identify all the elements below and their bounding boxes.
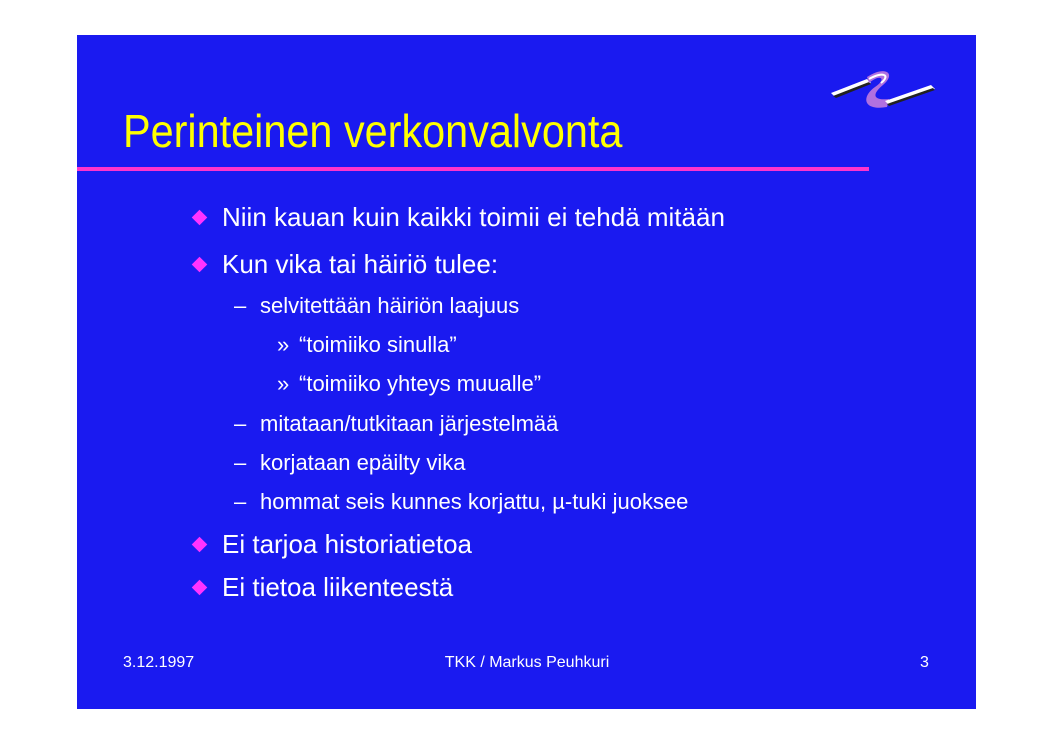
page-number: 3 — [920, 654, 929, 671]
bullet-item — [222, 246, 498, 282]
bullet-text: Kun vika tai häiriö tulee: — [222, 249, 499, 279]
footer-date: 3.12.1997 — [123, 654, 195, 671]
slide — [77, 35, 976, 709]
sub-sub-bullet-item — [277, 369, 542, 399]
footer-author: TKK / Markus Peuhkuri — [444, 654, 610, 671]
diamond-bullet-icon — [192, 580, 208, 596]
sub-sub-bullet-item — [277, 330, 457, 360]
dash-marker: – — [234, 293, 247, 318]
slide-title: Perinteinen verkonvalvonta — [123, 105, 623, 157]
bullet-text: Ei tietoa liikenteestä — [222, 572, 454, 602]
bullet-text: Ei tarjoa historiatietoa — [222, 529, 473, 559]
sub-bullet-item — [234, 487, 689, 517]
bullet-text: “toimiiko sinulla” — [299, 332, 457, 357]
diamond-bullet-icon — [192, 210, 208, 226]
bullet-text: korjataan epäilty vika — [260, 450, 466, 475]
bullet-list — [77, 35, 976, 709]
sub-bullet-item — [234, 409, 559, 439]
diamond-bullet-icon — [192, 537, 208, 553]
bullet-text: hommat seis kunnes korjattu, µ-tuki juoksee — [260, 489, 689, 514]
bullet-text: selvitettään häiriön laajuus — [260, 293, 520, 318]
guillemet-marker: » — [277, 332, 290, 357]
guillemet-marker: » — [277, 371, 290, 396]
bullet-text: Niin kauan kuin kaikki toimii ei tehdä mitään — [222, 202, 725, 232]
bullet-item — [222, 199, 725, 235]
diamond-bullet-icon — [192, 257, 208, 273]
dash-marker: – — [234, 411, 247, 436]
sub-bullet-item — [234, 291, 520, 321]
bullet-text: mitataan/tutkitaan järjestelmää — [260, 411, 559, 436]
bullet-item — [222, 569, 453, 605]
sub-bullet-item — [234, 448, 466, 478]
bullet-item — [222, 526, 472, 562]
bullet-text: “toimiiko yhteys muualle” — [299, 371, 542, 396]
dash-marker: – — [234, 489, 247, 514]
dash-marker: – — [234, 450, 247, 475]
